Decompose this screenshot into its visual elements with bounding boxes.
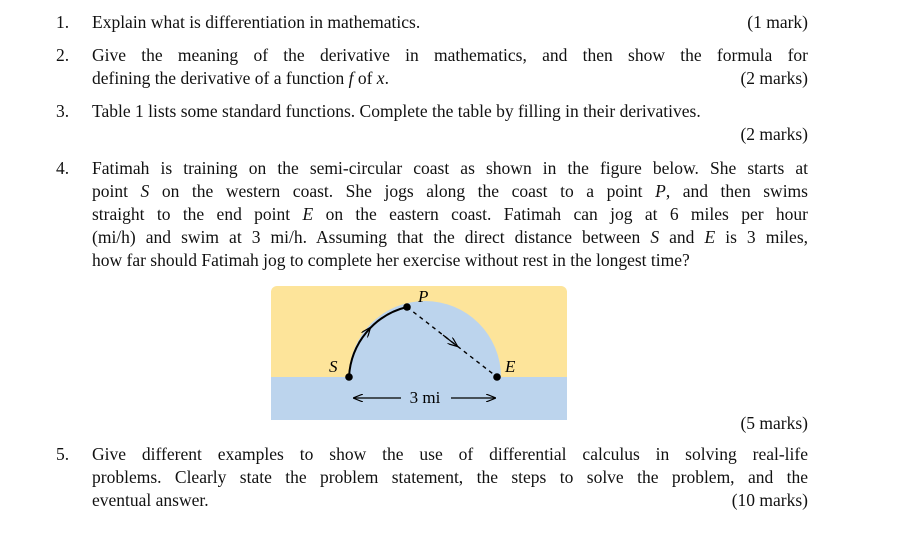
text-segment: , and then swims (665, 181, 808, 201)
question-text: Explain what is differentiation in mathematics. (92, 12, 421, 32)
text-segment: point (92, 181, 141, 201)
question-number: 2. (56, 45, 70, 65)
label-e: E (505, 357, 516, 376)
point-p-dot (403, 303, 411, 311)
marks-label: (10 marks) (731, 490, 808, 510)
label-p: P (418, 287, 429, 306)
marks-label: (2 marks) (740, 68, 808, 88)
question-text-line-2: problems. Clearly state the problem statement, the steps to solve the problem, and the (92, 467, 808, 487)
question-number: 5. (56, 444, 70, 464)
variable-s: S (650, 227, 660, 247)
question-text-line-1: Give the meaning of the derivative in mathematics, and then show the formula for (92, 45, 808, 65)
question-text: Table 1 lists some standard functions. Complete the table by filling in their derivatives. (92, 101, 701, 121)
marks-label: (5 marks) (740, 413, 808, 433)
question-text-line-2 (92, 181, 808, 202)
question-text-line-5: how far should Fatimah jog to complete her exercise without rest in the longest time? (92, 250, 690, 270)
question-number: 1. (56, 12, 70, 32)
question-text-line-1: Fatimah is training on the semi-circular coast as shown in the figure below. She starts at (92, 158, 808, 178)
point-s-dot (345, 373, 353, 381)
variable-f: f (348, 68, 354, 88)
variable-s: S (140, 181, 150, 201)
variable-x: x (376, 68, 385, 88)
text-segment: on the western coast. She jogs along the coast to a point (149, 181, 656, 201)
coast-figure (271, 286, 567, 420)
text-segment: on the eastern coast. Fatimah can jog at 6 miles per hour (313, 204, 808, 224)
text-segment: . (384, 68, 389, 88)
text-segment: defining the derivative of a function (92, 68, 349, 88)
marks-label: (1 mark) (747, 12, 808, 32)
variable-e: E (302, 204, 314, 224)
variable-p: P (655, 181, 666, 201)
question-text-line-3: eventual answer. (92, 490, 209, 510)
question-number: 3. (56, 101, 70, 121)
text-segment: and (659, 227, 705, 247)
question-text-line-2 (92, 68, 808, 89)
text-segment: (mi/h) and swim at 3 mi/h. Assuming that the direct distance between (92, 227, 651, 247)
distance-label: 3 mi (409, 388, 441, 407)
variable-e: E (704, 227, 716, 247)
question-text-line-4 (92, 227, 808, 248)
text-segment: of (353, 68, 377, 88)
marks-label: (2 marks) (740, 124, 808, 144)
point-e-dot (493, 373, 501, 381)
text-segment: is 3 miles, (715, 227, 808, 247)
question-text-line-3 (92, 204, 808, 225)
label-s: S (329, 357, 338, 376)
question-number: 4. (56, 158, 70, 178)
text-segment: straight to the end point (92, 204, 303, 224)
question-text-line-1: Give different examples to show the use of differential calculus in solving real-life (92, 444, 808, 464)
